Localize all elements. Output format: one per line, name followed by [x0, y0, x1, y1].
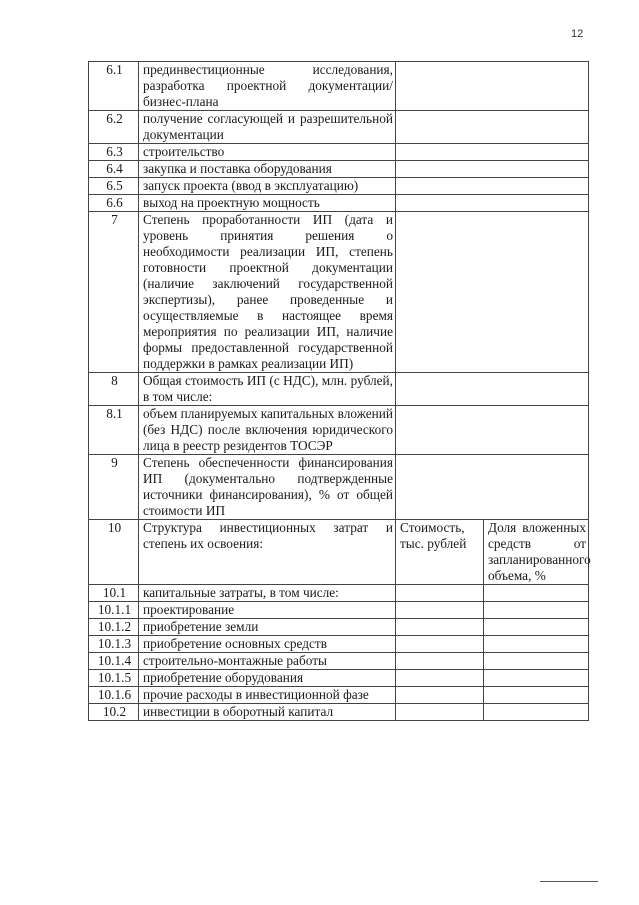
- share-cell: [484, 670, 589, 687]
- cost-cell: [396, 687, 484, 704]
- column-header-share: Доля вложенных средств от запланированного объема, %: [484, 520, 589, 585]
- table-row: [89, 687, 589, 704]
- row-description: получение согласующей и разрешительной документации: [139, 111, 396, 144]
- table-row: [89, 602, 589, 619]
- row-description: строительно-монтажные работы: [139, 653, 396, 670]
- cost-cell: [396, 585, 484, 602]
- footer-rule: [540, 881, 598, 882]
- table-row: [89, 670, 589, 687]
- value-cell: [396, 455, 589, 520]
- row-description: закупка и поставка оборудования: [139, 161, 396, 178]
- row-number: 6.3: [89, 144, 139, 161]
- table-row: [89, 585, 589, 602]
- value-cell: [396, 161, 589, 178]
- table-row: [89, 195, 589, 212]
- row-number: 7: [89, 212, 139, 373]
- share-cell: [484, 602, 589, 619]
- row-description: инвестиции в оборотный капитал: [139, 704, 396, 721]
- share-cell: [484, 636, 589, 653]
- table-row: [89, 455, 589, 520]
- row-number: 6.2: [89, 111, 139, 144]
- row-number: 10.1.1: [89, 602, 139, 619]
- row-description: объем планируемых капитальных вложений (без НДС) после включения юридического лица в реестр резидентов ТОСЭР: [139, 406, 396, 455]
- row-description: Степень проработанности ИП (дата и уровень принятия решения о необходимости реализации ИП, степень готовности проектной документации (наличие заключений государственной экспертизы), ранее проведенные и осуществляемые в настоящее время мероприятия по реализации ИП, наличие формы предоставленной государственной поддержки в рамках реализации ИП): [139, 212, 396, 373]
- column-header-cost: Стоимость, тыс. рублей: [396, 520, 484, 585]
- row-description: запуск проекта (ввод в эксплуатацию): [139, 178, 396, 195]
- table-row: [89, 178, 589, 195]
- value-cell: [396, 62, 589, 111]
- table-row: [89, 373, 589, 406]
- row-number: 10.1.3: [89, 636, 139, 653]
- row-number: 10.1: [89, 585, 139, 602]
- share-cell: [484, 585, 589, 602]
- value-cell: [396, 111, 589, 144]
- table-row: [89, 704, 589, 721]
- cost-cell: [396, 704, 484, 721]
- row-description: строительство: [139, 144, 396, 161]
- page-number: 12: [571, 28, 584, 40]
- row-description: капитальные затраты, в том числе:: [139, 585, 396, 602]
- share-cell: [484, 687, 589, 704]
- share-cell: [484, 619, 589, 636]
- row-number: 10.1.5: [89, 670, 139, 687]
- row-description: выход на проектную мощность: [139, 195, 396, 212]
- table-row: [89, 62, 589, 111]
- table-row: [89, 212, 589, 373]
- structure-header-row: [89, 520, 589, 585]
- row-description: Степень обеспеченности финансирования ИП (документально подтвержденные источники финансирования), % от общей стоимости ИП: [139, 455, 396, 520]
- row-description: прединвестиционные исследования, разработка проектной документации/бизнес-плана: [139, 62, 396, 111]
- row-number: 8.1: [89, 406, 139, 455]
- row-number: 10.1.6: [89, 687, 139, 704]
- row-number: 6.5: [89, 178, 139, 195]
- row-description: прочие расходы в инвестиционной фазе: [139, 687, 396, 704]
- row-description: Структура инвестиционных затрат и степень их освоения:: [139, 520, 396, 585]
- cost-cell: [396, 636, 484, 653]
- row-number: 9: [89, 455, 139, 520]
- row-description: приобретение земли: [139, 619, 396, 636]
- value-cell: [396, 178, 589, 195]
- row-description: приобретение оборудования: [139, 670, 396, 687]
- value-cell: [396, 212, 589, 373]
- share-cell: [484, 704, 589, 721]
- value-cell: [396, 373, 589, 406]
- cost-cell: [396, 670, 484, 687]
- value-cell: [396, 195, 589, 212]
- row-number: 10.2: [89, 704, 139, 721]
- table-row: [89, 161, 589, 178]
- row-number: 6.6: [89, 195, 139, 212]
- share-cell: [484, 653, 589, 670]
- table-row: [89, 144, 589, 161]
- row-number: 8: [89, 373, 139, 406]
- row-number: 10: [89, 520, 139, 585]
- investment-project-table: [88, 61, 589, 721]
- table-row: [89, 111, 589, 144]
- cost-cell: [396, 653, 484, 670]
- table-row: [89, 653, 589, 670]
- value-cell: [396, 406, 589, 455]
- row-description: приобретение основных средств: [139, 636, 396, 653]
- row-description: Общая стоимость ИП (с НДС), млн. рублей, в том числе:: [139, 373, 396, 406]
- value-cell: [396, 144, 589, 161]
- cost-cell: [396, 602, 484, 619]
- row-number: 6.4: [89, 161, 139, 178]
- row-number: 10.1.2: [89, 619, 139, 636]
- row-number: 10.1.4: [89, 653, 139, 670]
- table-row: [89, 619, 589, 636]
- cost-cell: [396, 619, 484, 636]
- table-row: [89, 636, 589, 653]
- row-number: 6.1: [89, 62, 139, 111]
- table-row: [89, 406, 589, 455]
- row-description: проектирование: [139, 602, 396, 619]
